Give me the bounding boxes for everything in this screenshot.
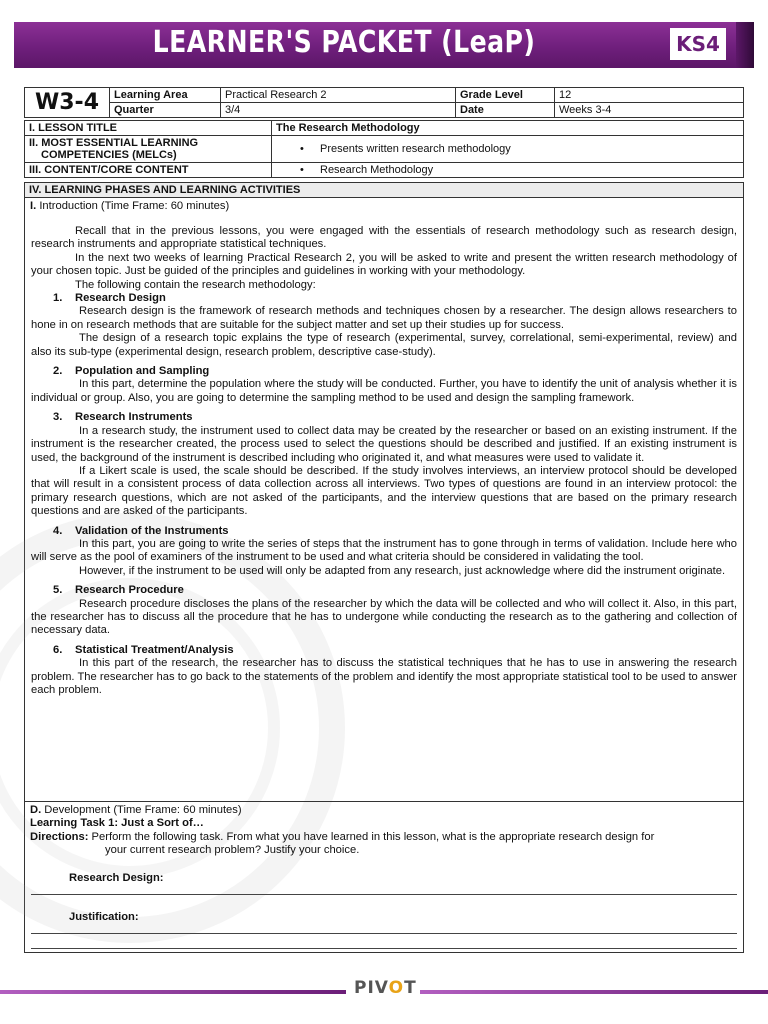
introduction-heading [30,200,229,213]
development-section [30,804,737,858]
item-title: Research Procedure [75,584,184,597]
intro-text: Introduction (Time Frame: 60 minutes) [36,200,230,212]
grade-level-label: Grade Level [456,88,555,103]
methodology-item [31,292,737,359]
item-paragraph: If a Likert scale is used, the scale should be described. If the study involves interviews, an interview protocol should be developed that will result in a consistent process of data collection across all interviews. Two types of questions are found in an interview protocol: the primary research questions, which are not asked of the participants, and the interview questions that are based on the primary research questions and are asked of the participants. [31,464,737,518]
dev-num: D. [30,804,42,816]
research-design-label: Research Design: [69,872,164,884]
intro-paragraph: Recall that in the previous lessons, you were engaged with the essentials of research methodology such as research design, research instruments and appropriate statistical techniques. [31,225,737,251]
dev-text: Development (Time Frame: 60 minutes) [41,804,242,816]
directions-label: Directions: [30,830,89,843]
lesson-table [24,120,744,178]
item-paragraph: Research design is the framework of research methods and techniques chosen by a researcher. The design allows researchers to hone in on research methods that are suitable for the subject matter and set up their studies up for success. [31,305,737,331]
content-label: III. CONTENT/CORE CONTENT [25,163,272,178]
methodology-item [31,365,737,405]
item-number: 2. [53,365,63,378]
justification-label: Justification: [69,911,139,923]
item-paragraph: Research procedure discloses the plans of the researcher by which the data will be collected and who will collect it. Also, in this part, the researcher has to discuss all the procedure that he has to undergone while conducting the research as to the gathering and collection of necessary data. [31,597,737,637]
item-paragraph: The design of a research topic explains the type of research (experimental, survey, correlational, semi-experimental, review) and also its sub-type (experimental design, research problem, descriptive case-study). [31,332,737,358]
item-title: Research Design [75,292,166,305]
header-table [24,87,744,118]
item-number: 1. [53,292,63,305]
development-heading [30,804,737,817]
learning-area-label: Learning Area [110,88,221,103]
directions-text: Perform the following task. From what you have learned in this lesson, what is the appropriate research design for [88,830,655,843]
pivot-logo [354,978,417,998]
item-title: Population and Sampling [75,365,210,378]
methodology-item [31,411,737,518]
section-divider [25,801,743,802]
lesson-title-value: The Research Methodology [272,121,744,136]
date-label: Date [456,103,555,118]
week-code: W3-4 [25,88,110,118]
item-number: 4. [53,524,63,537]
item-number: 3. [53,411,63,424]
bullet-icon: • [300,143,304,155]
footer-line-left [0,990,346,994]
directions-continued: your current research problem? Justify your choice. [105,844,360,857]
quarter-value: 3/4 [221,103,456,118]
item-number: 5. [53,584,63,597]
melcs-label [25,136,272,163]
learning-task-title: Learning Task 1: Just a Sort of… [30,817,204,830]
item-title: Statistical Treatment/Analysis [75,643,234,656]
grade-level-value: 12 [555,88,744,103]
content-value: Research Methodology [320,164,434,176]
lesson-title-label: I. LESSON TITLE [25,121,272,136]
item-paragraph: In this part, determine the population where the study will be conducted. Further, you have to identify the unit of analysis whether it is individual or group. Also, you are going to determine the sampling method to be used and design the sampling framework. [31,378,737,404]
pivot-logo-text-end: T [404,978,417,998]
footer-line-right [420,990,768,994]
pivot-logo-text: PIV [354,978,389,998]
item-title: Validation of the Instruments [75,524,229,537]
melcs-label-line2: COMPETENCIES (MELCs) [41,149,177,161]
banner-edge [736,22,754,68]
methodology-item [31,644,737,698]
methodology-item [31,584,737,638]
justification-answer-line[interactable] [31,933,737,934]
learning-area-value: Practical Research 2 [221,88,456,103]
introduction-body [31,225,737,697]
directions [30,831,737,844]
quarter-label: Quarter [110,103,221,118]
title-banner [14,22,754,68]
intro-paragraph: The following contain the research methodology: [75,278,316,291]
melcs-value: Presents written research methodology [320,143,511,155]
item-title: Research Instruments [75,411,193,424]
ks4-badge: KS4 [670,28,726,60]
methodology-item [31,525,737,579]
phase-heading: IV. LEARNING PHASES AND LEARNING ACTIVITIES [25,183,743,198]
item-paragraph: In this part, you are going to write the series of steps that the instrument has to gone through in terms of validation. Include here who will serve as the pool of examiners of the instrument to be used and what criteria should be considered in validating the tool. [31,537,737,564]
melcs-value-cell [272,136,744,163]
bullet-icon: • [300,164,304,176]
melcs-label-line1: II. MOST ESSENTIAL LEARNING [29,137,199,149]
research-design-answer-line[interactable] [31,894,737,895]
item-paragraph: In this part of the research, the researcher has to discuss the statistical techniques that he has to use in answering the research problem. The researcher has to go back to the statements of the problem and identify the most appropriate statistical tool to be used to answer each problem. [31,657,737,696]
learning-activities-box [24,182,744,953]
intro-num: I. [30,200,37,212]
item-paragraph: In a research study, the instrument used to collect data may be created by the researcher or based on an existing instrument. If the instrument is the researcher created, the process used to select the questions should be described and justified. If an existing instrument is used, the background of the instrument is described including who originated it, and what measures were used to validate it. [31,424,737,464]
banner-title: LEARNER'S PACKET (LeaP) [152,25,536,60]
justification-answer-line[interactable] [31,948,737,949]
item-number: 6. [53,643,63,656]
date-value: Weeks 3-4 [555,103,744,118]
item-paragraph: However, if the instrument to be used will only be adapted from any research, just acknowledge where did the instrument originate. [79,564,726,577]
content-value-cell [272,163,744,178]
pivot-logo-accent: O [388,978,405,998]
intro-paragraph: In the next two weeks of learning Practical Research 2, you will be asked to write and present the written research methodology of your chosen topic. Just be guided of the principles and guidelines in working with your methodology. [31,251,737,278]
